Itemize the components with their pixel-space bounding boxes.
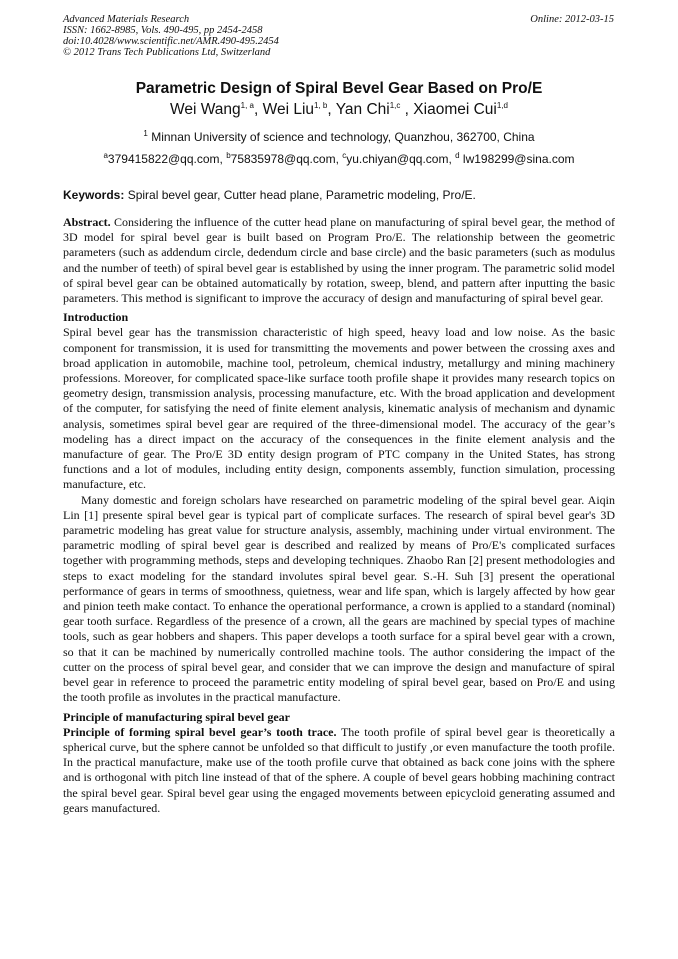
author-affil-mark: 1, b xyxy=(314,100,328,110)
email-mark: c xyxy=(342,151,347,160)
principle-text: The tooth profile of spiral bevel gear is theoretically a spherical curve, but the sphere cannot be unfolded so that difficult to justify ,or even manufacture the tooth profile. In the practical manufacture, make use of the tooth profile curve that obtained as back cone joins with the sphere and is orthogonal with pitch line instead of that of the sphere. A couple of bevel gears hobbing machining contract the spiral bevel gear. Spiral bevel gear using the engaged movements between epicycloid generating assumed and gears manufactured. xyxy=(63,724,615,815)
abstract-text: Considering the influence of the cutter head plane on manufacturing of spiral bevel gear, the method of 3D model for spiral bevel gear is built based on Program Pro/E. The relationship between the geometric parameters (such as addendum circle, dedendum circle and base circle) and the basic parameters (such as modulus and the number of teeth) of spiral bevel gear is established by using the inner program. The parametric solid model of spiral bevel gear can be obtained automatically by rotation, sweep, blend, and pattern after inputting the basic parameters. This method is significant to improve the accuracy of design and manufacturing of spiral bevel gear. xyxy=(63,215,615,306)
abstract xyxy=(63,215,615,306)
principle-heading: Principle of manufacturing spiral bevel gear xyxy=(63,709,290,724)
introduction-heading: Introduction xyxy=(63,310,129,325)
online-date: Online: 2012-03-15 xyxy=(530,14,614,25)
principle-paragraph xyxy=(63,725,615,816)
author-affil-mark: 1,c xyxy=(389,100,401,110)
affiliation xyxy=(40,130,638,144)
affiliation-text: Minnan University of science and technology, Quanzhou, 362700, China xyxy=(151,130,535,144)
keywords xyxy=(63,188,615,202)
author-name: Wei Wang xyxy=(170,101,241,118)
paper-title: Parametric Design of Spiral Bevel Gear Based on Pro/E xyxy=(135,80,543,97)
email-address[interactable]: lw198299@sina.com xyxy=(459,152,575,166)
email-list xyxy=(40,152,638,166)
author-separator: , xyxy=(400,101,414,118)
author-name: Wei Liu xyxy=(262,101,315,118)
paper-body xyxy=(63,215,615,816)
principle-subheading: Principle of forming spiral bevel gear’s tooth trace. xyxy=(63,724,337,739)
doi-line: doi:10.4028/www.scientific.net/AMR.490-495.2454 xyxy=(63,36,279,47)
author-list xyxy=(40,101,638,119)
author-affil-mark: 1, a xyxy=(240,100,254,110)
email-address[interactable]: 379415822@qq.com, xyxy=(107,152,227,166)
introduction-paragraph-1: Spiral bevel gear has the transmission characteristic of high speed, heavy load and low noise. As the basic component for transmission, it is used for transmitting the movements and power between the crossing axes and broad application in automobile, machine tool, petroleum, chemical industry, metallurgy and mining machinery professions. Moreover, for complicated space-like surface tooth profile shape it provides many research topics on geometry design, transmission analysis, processing manufacture, etc. With the broad application and development of the computer, for satisfying the need of finite element analysis, kinematic analysis of mechanism and dynamic analysis, sometimes spiral bevel gear are required of the three-dimensional model. The accuracy of the gear’s modeling has a direct impact on the accuracy of the consequences in the finite element analysis and the manufacture of gear. The Pro/E 3D entity design program of PTC company in the United States, has strong functions and a lot of modules, including entity design, components assembly, function simulation, processing manufacture, etc. xyxy=(63,325,615,492)
author-name: Yan Chi xyxy=(335,101,390,118)
email-address[interactable]: 75835978@qq.com, xyxy=(230,152,343,166)
email-mark: d xyxy=(455,151,460,160)
affiliation-mark: 1 xyxy=(143,129,148,138)
author-separator: , xyxy=(327,101,336,118)
introduction-paragraph-2: Many domestic and foreign scholars have researched on parametric modeling of the spiral bevel gear. Aiqin Lin [1] presente spiral bevel gear is typical part of complicate surfaces. The research of spiral bevel gear's 3D parametric modeling has great value for structure analysis, assembly, machining under virtual environment. The parametric modling of spiral bevel gear is described and realized by means of Pro/E's complicated surfaces together with programming methods, steps and developing techniques. Zhaobo Ran [2] present methodologies and steps to exact modeling for the standard involutes spiral bevel gear. S.-H. Suh [3] present the operational performance of gears in terms of smoothness, quietness, wear and life span, which is largely affected by how gear and pinion teeth make contact. To enhance the operational performance, a crown is applied to a standard (nominal) gear tooth surface. Regardless of the presence of a crown, all the gears are machined by special types of machine tools, such as gear hobbers and shapers. This paper develops a tooth surface for a spiral bevel gear with a crown, so that it can be machined by numerically controlled machine tools. The author considering the impact of the cutter on the process of spiral bevel gear, and consider that we can improve the design and manufacture of spiral bevel gear in reference to proceed the parametric entity modeling of spiral bevel gear, based on Pro/E and using the tooth profile as involutes in the practical manufacture. xyxy=(63,492,615,705)
author-separator: , xyxy=(253,101,263,118)
keywords-label: Keywords: xyxy=(63,188,125,202)
journal-name: Advanced Materials Research xyxy=(63,14,190,25)
email-mark: a xyxy=(103,151,108,160)
issn-line: ISSN: 1662-8985, Vols. 490-495, pp 2454-2458 xyxy=(63,25,263,36)
keywords-text: Spiral bevel gear, Cutter head plane, Parametric modeling, Pro/E. xyxy=(124,188,476,202)
email-address[interactable]: yu.chiyan@qq.com, xyxy=(346,152,456,166)
author-affil-mark: 1,d xyxy=(496,100,508,110)
abstract-label: Abstract. xyxy=(63,215,111,229)
email-mark: b xyxy=(226,151,231,160)
journal-header xyxy=(63,14,279,58)
copyright-line: © 2012 Trans Tech Publications Ltd, Switzerland xyxy=(63,47,271,58)
author-name: Xiaomei Cui xyxy=(413,101,497,118)
